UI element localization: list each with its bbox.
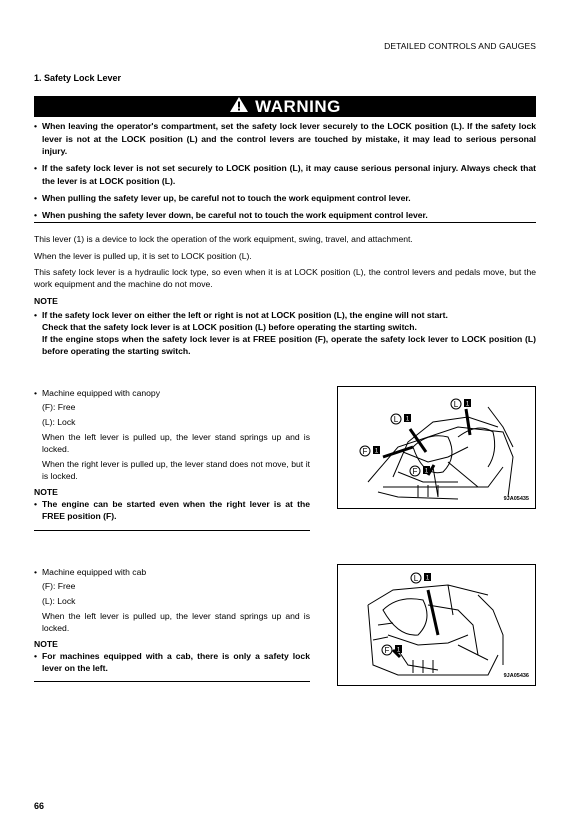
canopy-callout-f2: F xyxy=(412,467,418,476)
warning-bullet: • When pulling the safety lever up, be careful not to touch the work equipment control lever. xyxy=(34,192,411,203)
warning-bullet: • When leaving the operator's compartment, set the safety lock lever securely to the LOCK position (L). If the safety lock lever is not at the LOCK position (L) and the control levers are touched by mistake, it may lead to serious personal injury. xyxy=(34,121,536,157)
note-block: • If the safety lock lever on either the left or right is not at LOCK position (L), the engine will not start. Check that the safety lock lever is at LOCK position (L) before operating the starting switch. If the engine stops when the safety lock lever is at FREE position (F), operate the safety lock lever to LOCK position (L) before operating the starting switch. xyxy=(34,310,536,356)
warning-bullet: • When pushing the safety lever down, be careful not to touch the work equipment control lever. xyxy=(34,209,428,220)
canopy-figure-code: 9JA05435 xyxy=(503,496,529,502)
canopy-paragraph: When the left lever is pulled up, the lever stand springs up and is locked. xyxy=(42,432,310,454)
note-line: Check that the safety lock lever is at LOCK position (L) before operating the starting switch. xyxy=(42,322,417,332)
body-paragraph: This lever (1) is a device to lock the operation of the work equipment, swing, travel, and attachment. xyxy=(34,234,413,244)
canopy-lock: (L): Lock xyxy=(42,417,76,427)
canopy-callout-1c: 1 xyxy=(374,448,379,455)
warning-bullet: • If the safety lock lever is not set securely to LOCK position (L), it may cause serious personal injury. Always check that the lever is at LOCK position (L). xyxy=(34,163,536,186)
warning-list xyxy=(34,120,536,226)
cab-free: (F): Free xyxy=(42,581,76,591)
canopy-callout-f1: F xyxy=(362,447,368,456)
cab-figure-code: 9JA05436 xyxy=(503,673,529,679)
page-number: 66 xyxy=(34,801,45,811)
cab-lock: (L): Lock xyxy=(42,596,76,606)
canopy-heading: Machine equipped with canopy xyxy=(42,388,161,398)
warning-triangle-icon xyxy=(229,96,249,118)
warning-rule xyxy=(34,222,536,223)
cab-callout-l: L xyxy=(413,574,419,583)
cab-note: For machines equipped with a cab, there is only a safety lock lever on the left. xyxy=(42,651,310,673)
warning-title: WARNING xyxy=(255,96,341,116)
cab-callout-1a: 1 xyxy=(425,575,430,582)
canopy-note: The engine can be started even when the right lever is at the FREE position (F). xyxy=(42,499,310,521)
canopy-section: • Machine equipped with canopy (F): Free (L): Lock When the left lever is pulled up, the lever stand springs up and is locked. When the right lever is pulled up, the lever stand does not move, but it is locked. NOTE • The engine can be started even when the right lever is at the FREE position (F). xyxy=(34,388,310,521)
canopy-paragraph: When the right lever is pulled up, the lever stand does not move, but it is locked. xyxy=(42,459,310,481)
running-header: DETAILED CONTROLS AND GAUGES xyxy=(384,41,536,51)
canopy-note-label: NOTE xyxy=(34,487,58,497)
canopy-callout-1a: 1 xyxy=(405,416,410,423)
cab-figure xyxy=(337,564,536,686)
canopy-callout-1d: 1 xyxy=(424,468,429,475)
canopy-callout-1b: 1 xyxy=(465,401,470,408)
cab-note-label: NOTE xyxy=(34,639,58,649)
section-heading: 1. Safety Lock Lever xyxy=(34,73,122,83)
canopy-callout-l2: L xyxy=(453,400,459,409)
canopy-illustration xyxy=(338,387,535,508)
cab-callout-1b: 1 xyxy=(396,647,401,654)
note-line: If the engine stops when the safety lock lever is at FREE position (F), operate the safety lock lever to LOCK position (L) before operating the starting switch. xyxy=(42,334,536,356)
warning-banner xyxy=(34,96,536,117)
note-line: If the safety lock lever on either the left or right is not at LOCK position (L), the engine will not start. xyxy=(42,310,448,320)
canopy-callout-l1: L xyxy=(393,415,399,424)
cab-paragraph: When the left lever is pulled up, the lever stand springs up and is locked. xyxy=(42,611,310,633)
cab-section: • Machine equipped with cab (F): Free (L): Lock When the left lever is pulled up, the lever stand springs up and is locked. NOTE • For machines equipped with a cab, there is only a safety lock lever on the left. xyxy=(34,567,310,673)
cab-illustration xyxy=(338,565,535,685)
cab-heading: Machine equipped with cab xyxy=(42,567,147,577)
note-label: NOTE xyxy=(34,296,58,306)
canopy-free: (F): Free xyxy=(42,402,76,412)
cab-rule xyxy=(34,681,310,682)
body-paragraph: When the lever is pulled up, it is set to LOCK position (L). xyxy=(34,251,252,261)
body-paragraph: This safety lock lever is a hydraulic lock type, so even when it is at LOCK position (L), the control levers and pedals move, but the work equipment and the machine do not move. xyxy=(34,267,536,289)
canopy-figure xyxy=(337,386,536,509)
canopy-rule xyxy=(34,530,310,531)
cab-callout-f: F xyxy=(384,646,390,655)
